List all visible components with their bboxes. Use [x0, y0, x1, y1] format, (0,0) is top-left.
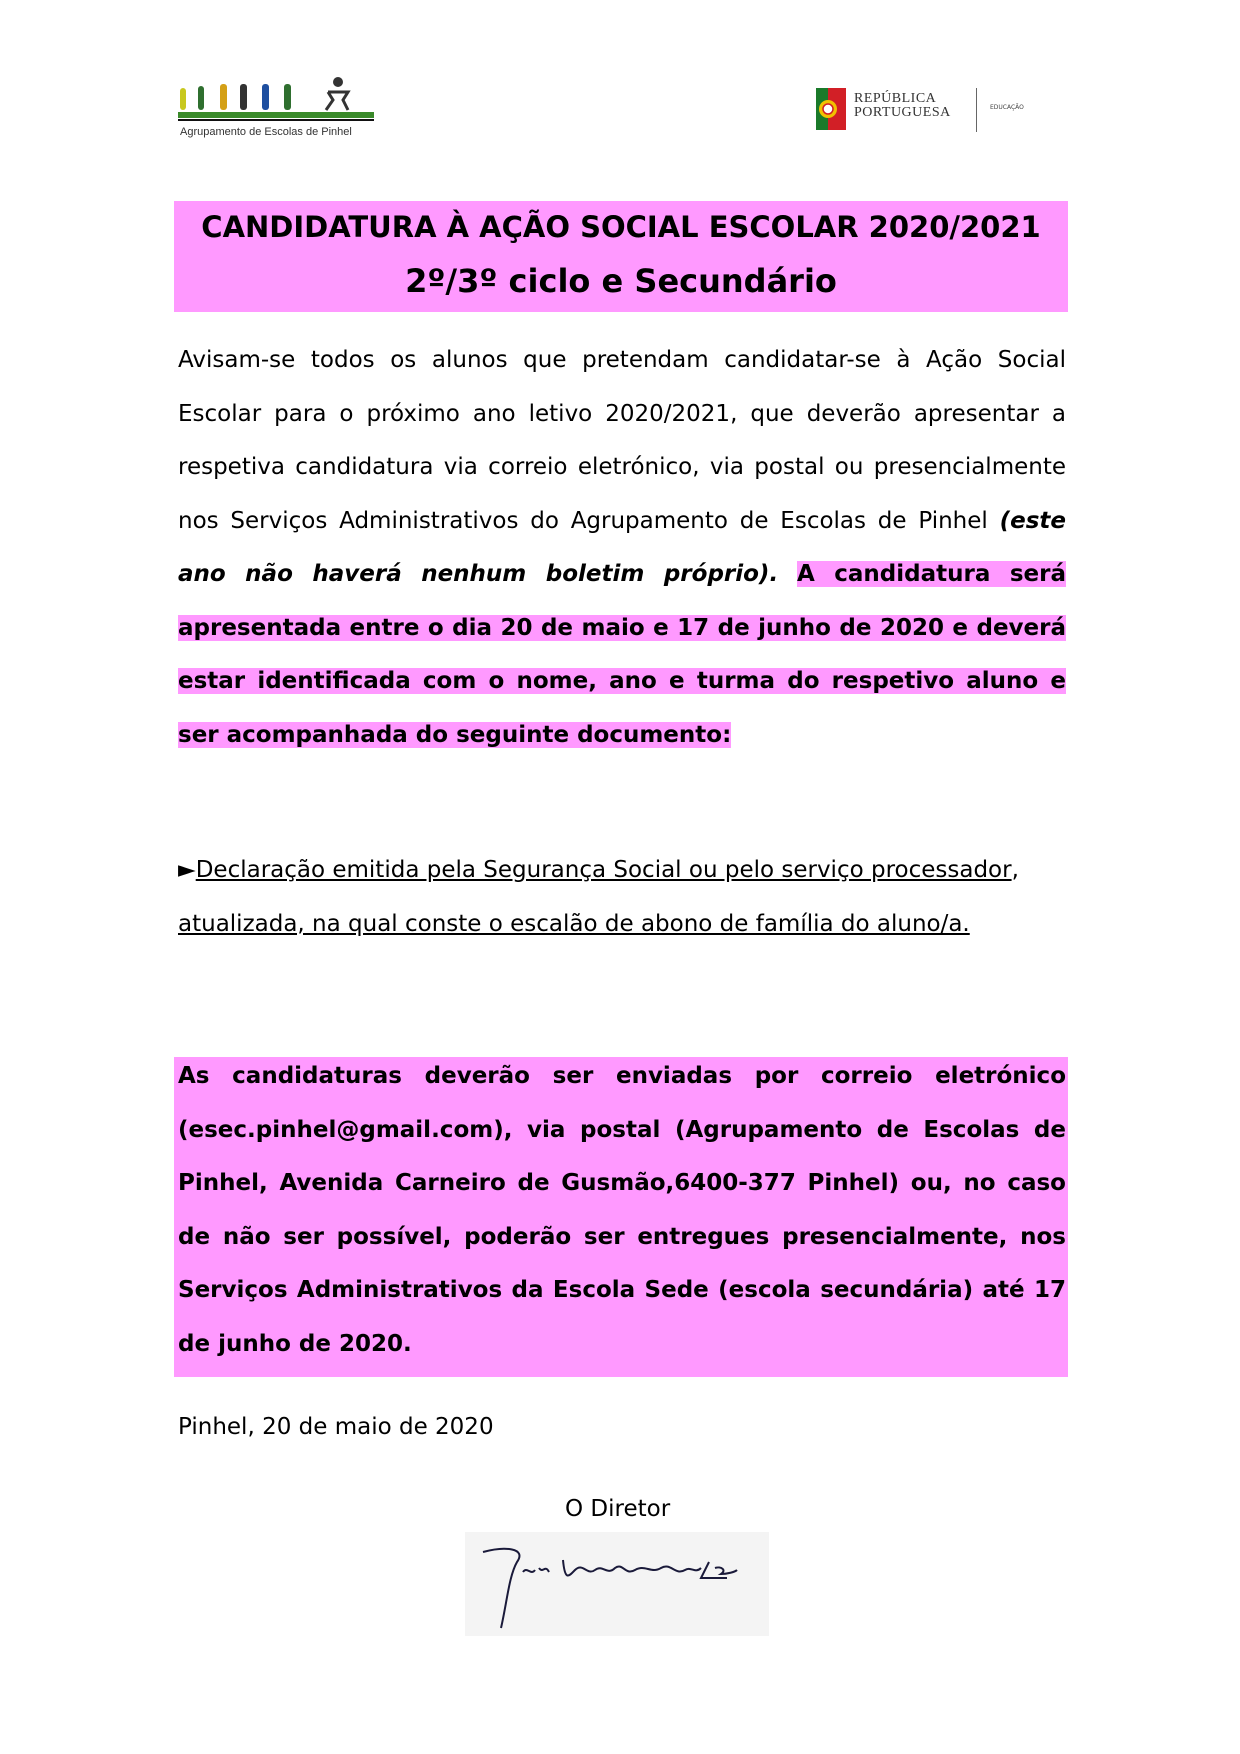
intro-emphasis: (este ano não haverá nenhum boletim próprio).: [178, 507, 1066, 587]
intro-text: Avisam-se todos os alunos que pretendam candidatar-se à Ação Social Escolar para o próximo ano letivo 2020/2021, que deverão apresentar a respetiva candidatura via correio eletrónico, via postal ou presencialmente nos Serviços Administrativos do Agrupamento de Escolas de Pinhel: [178, 347, 1066, 534]
republic-line-2: PORTUGUESA: [854, 105, 951, 120]
deadline-highlight: A candidatura será apresentada entre o dia 20 de maio e 17 de junho de 2020 e deverá estar identificada com o nome, ano e turma do respetivo aluno e ser acompanhada do seguinte documento:: [178, 561, 1067, 748]
bullet-comma: ,: [1011, 857, 1019, 883]
logo-divider: [976, 88, 977, 132]
republic-line-1: REPÚBLICA: [854, 91, 937, 106]
signature-icon: [465, 1532, 769, 1636]
coat-of-arms-icon: [816, 88, 846, 130]
document-title: CANDIDATURA À AÇÃO SOCIAL ESCOLAR 2020/2021: [201, 210, 1041, 244]
ministry-label: EDUCAÇÃO: [990, 104, 1024, 111]
required-document-text: Declaração emitida pela Segurança Social ou pelo serviço processador: [195, 857, 1012, 883]
required-document: [178, 843, 1068, 951]
signature-image: [465, 1532, 769, 1636]
government-logo: [816, 84, 1046, 134]
school-caption: Agrupamento de Escolas de Pinhel: [180, 126, 352, 138]
republic-wordmark: [854, 92, 951, 120]
signatory-title: O Diretor: [565, 1496, 671, 1522]
title-banner: [174, 201, 1068, 312]
intro-paragraph: [178, 334, 1066, 762]
bullet-marker-icon: ►: [178, 857, 196, 883]
school-logo-icon: [178, 76, 374, 124]
required-document-text-2: atualizada, na qual conste o escalão de abono de família do aluno/a.: [178, 911, 970, 937]
document-date: Pinhel, 20 de maio de 2020: [178, 1414, 494, 1440]
submission-paragraph: As candidaturas deverão ser enviadas por correio eletrónico (esec.pinhel@gmail.com), via postal (Agrupamento de Escolas de Pinhel, Avenida Carneiro de Gusmão,6400-377 Pinhel) ou, no caso de não ser possível, poderão ser entregues presencialmente, nos Serviços Administrativos da Escola Sede (escola secundária) até 17 de junho de 2020.: [178, 1063, 1066, 1357]
school-logo: [178, 76, 378, 142]
document-subtitle: 2º/3º ciclo e Secundário: [405, 262, 837, 300]
